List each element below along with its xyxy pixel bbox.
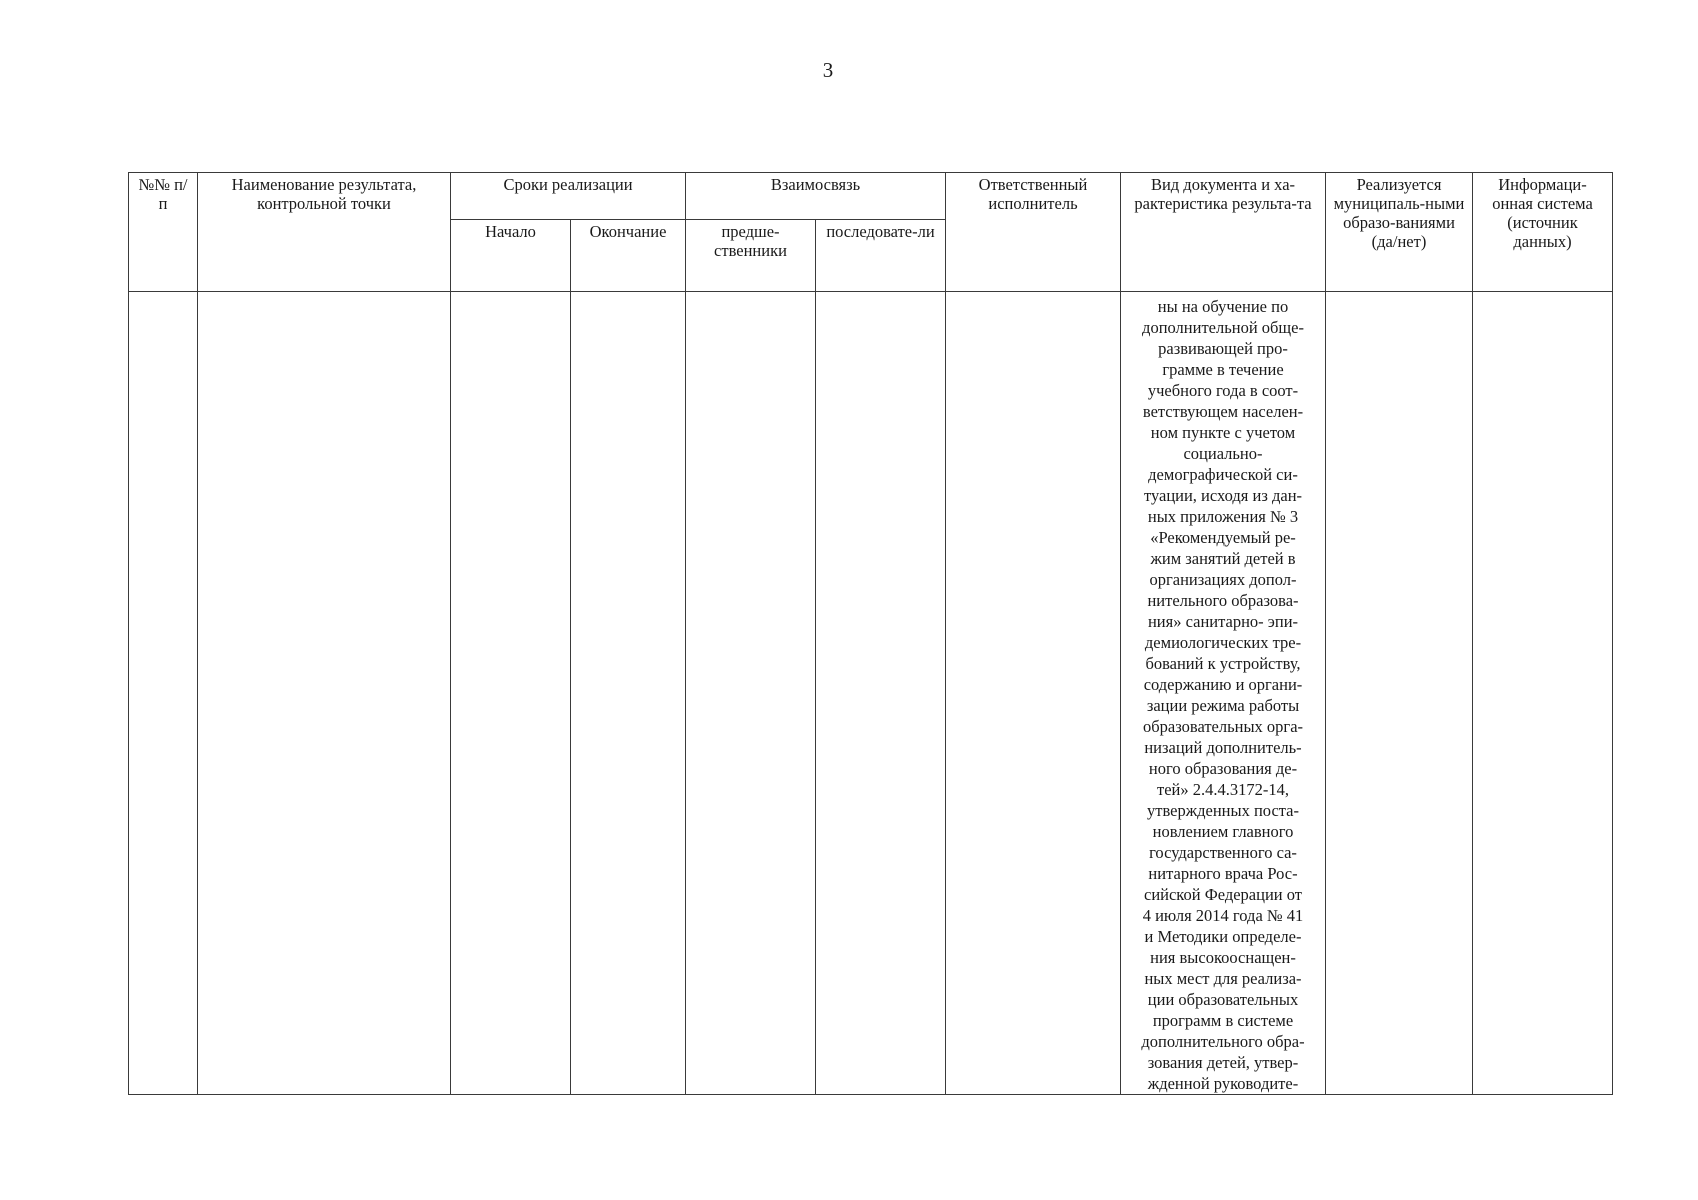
doc-type-line: демиологических тре- — [1144, 633, 1302, 652]
doc-type-line: ции образовательных — [1147, 990, 1299, 1009]
doc-type-line: развивающей про- — [1158, 339, 1288, 358]
doc-type-line: ния» санитарно- эпи- — [1147, 612, 1299, 631]
doc-type-line: 4 июля 2014 года № 41 — [1142, 906, 1304, 925]
doc-type-line: бований к устройству, — [1145, 654, 1301, 673]
doc-type-line: низаций дополнитель- — [1144, 738, 1302, 757]
cell-name — [198, 292, 451, 1095]
cell-info-system — [1473, 292, 1613, 1095]
doc-type-line: ном пункте с учетом — [1150, 423, 1296, 442]
header-num: №№ п/п — [129, 173, 198, 292]
cell-pred — [686, 292, 816, 1095]
cell-start — [451, 292, 571, 1095]
doc-type-line: демографической си- — [1148, 465, 1298, 484]
doc-type-line: ных мест для реализа- — [1144, 969, 1302, 988]
header-relation: Взаимосвязь — [686, 173, 946, 220]
header-responsible: Ответственный исполнитель — [946, 173, 1121, 292]
doc-type-line: утвержденных поста- — [1146, 801, 1299, 820]
doc-type-line: сийской Федерации от — [1144, 885, 1302, 904]
doc-type-line: и Методики определе- — [1144, 927, 1302, 946]
doc-type-line: туации, исходя из дан- — [1143, 486, 1303, 505]
header-info-system: Информаци-онная система (источник данных) — [1473, 173, 1613, 292]
doc-type-line: программ в системе — [1152, 1011, 1294, 1030]
cell-num — [129, 292, 198, 1095]
doc-type-line: образовательных орга- — [1142, 717, 1304, 736]
header-relation-succ: последовате-ли — [816, 220, 946, 292]
doc-type-line: зования детей, утвер- — [1147, 1053, 1299, 1072]
doc-type-line: ного образования де- — [1148, 759, 1298, 778]
doc-type-line: жденной руководите- — [1147, 1074, 1299, 1093]
cell-end — [571, 292, 686, 1095]
cell-responsible — [946, 292, 1121, 1095]
doc-type-line: нитарного врача Рос- — [1148, 864, 1298, 883]
header-terms-start: Начало — [451, 220, 571, 292]
doc-type-line: жим занятий детей в — [1150, 549, 1296, 568]
cell-doc-type — [1121, 292, 1326, 1095]
doc-type-line: ны на обучение по — [1157, 297, 1289, 316]
header-municipal: Реализуется муниципаль-ными образо-ваниями (да/нет) — [1326, 173, 1473, 292]
doc-type-line: социально- — [1183, 444, 1263, 463]
header-doc-type: Вид документа и ха-рактеристика результа-та — [1121, 173, 1326, 292]
doc-type-line: содержанию и органи- — [1143, 675, 1303, 694]
header-terms-end: Окончание — [571, 220, 686, 292]
results-table — [128, 172, 1613, 1095]
doc-type-line: зации режима работы — [1146, 696, 1300, 715]
doc-type-line: ных приложения № 3 — [1147, 507, 1299, 526]
cell-municipal — [1326, 292, 1473, 1095]
header-name: Наименование результата, контрольной точки — [198, 173, 451, 292]
doc-type-line: ния высокооснащен- — [1150, 948, 1296, 967]
doc-type-line: нительного образова- — [1147, 591, 1299, 610]
doc-type-line: грамме в течение — [1162, 360, 1284, 379]
header-relation-pred: предше-ственники — [686, 220, 816, 292]
page-number: 3 — [822, 58, 834, 82]
doc-type-line: учебного года в соот- — [1147, 381, 1299, 400]
header-terms: Сроки реализации — [451, 173, 686, 220]
doc-type-line: новлением главного — [1152, 822, 1294, 841]
doc-type-line: организациях допол- — [1149, 570, 1297, 589]
doc-type-line: дополнительной обще- — [1142, 318, 1304, 337]
doc-type-line: дополнительного обра- — [1141, 1032, 1305, 1051]
doc-type-line: «Рекомендуемый ре- — [1150, 528, 1296, 547]
table-row — [129, 292, 1613, 1095]
cell-succ — [816, 292, 946, 1095]
doc-type-line: тей» 2.4.4.3172-14, — [1157, 780, 1289, 799]
doc-type-line: ветствующем населен- — [1142, 402, 1304, 421]
doc-type-line: государственного са- — [1149, 843, 1297, 862]
